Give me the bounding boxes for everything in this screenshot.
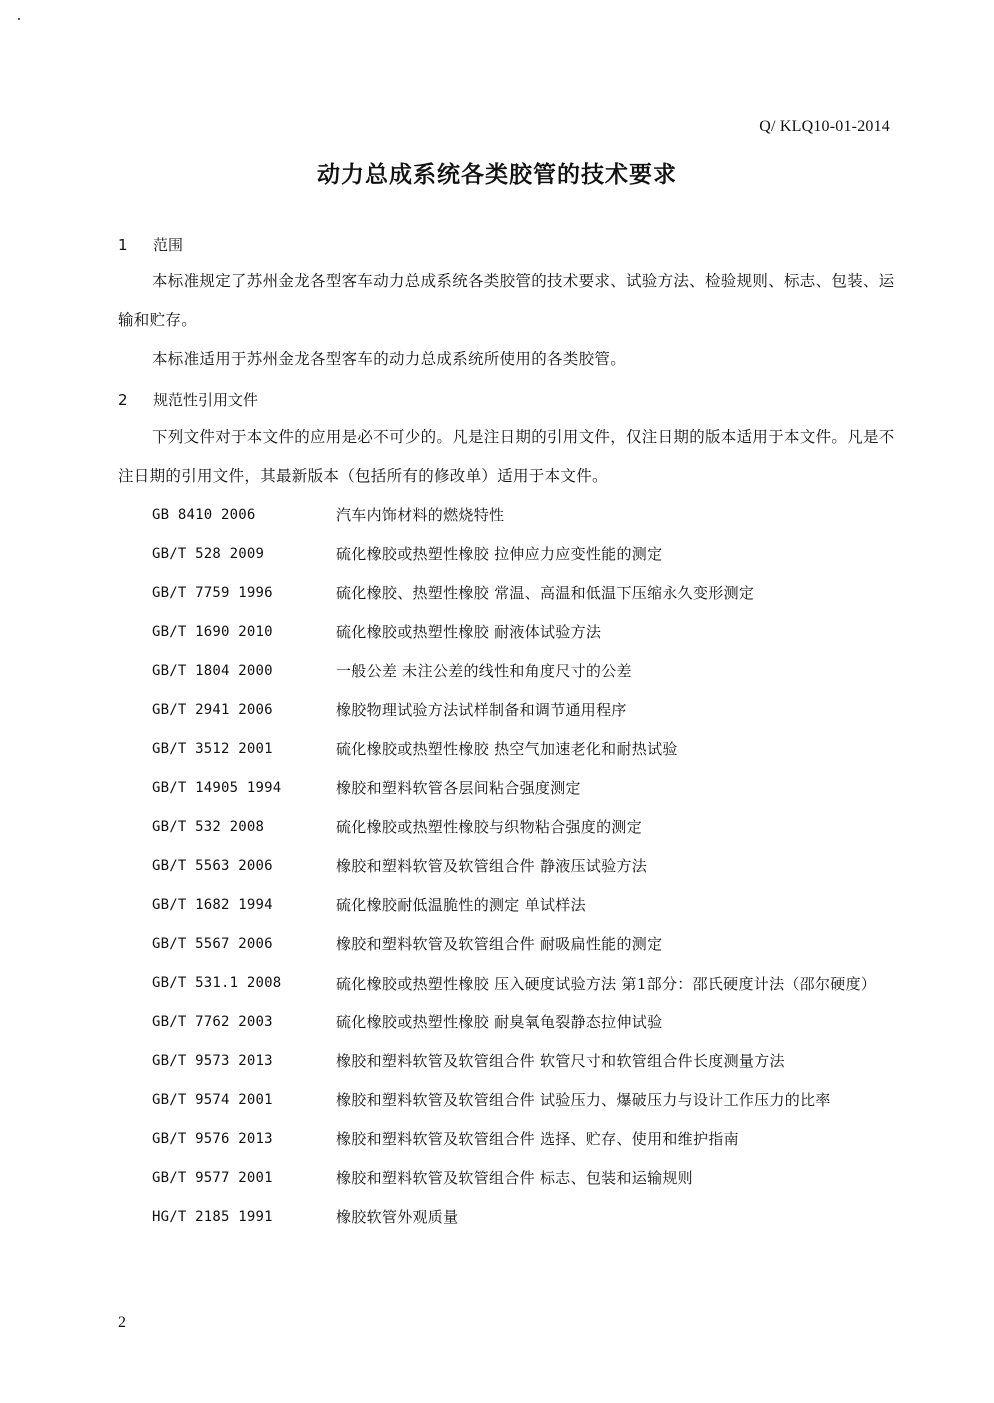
reference-code: GB/T 7762 2003 [152, 1014, 273, 1030]
reference-title: 橡胶和塑料软管及软管组合件 标志、包装和运输规则 [336, 1169, 693, 1187]
reference-title: 硫化橡胶或热塑性橡胶 拉伸应力应变性能的测定 [336, 545, 663, 563]
reference-title: 硫化橡胶或热塑性橡胶 耐臭氧龟裂静态拉伸试验 [336, 1013, 663, 1031]
scope-paragraph-2: 本标准适用于苏州金龙各型客车的动力总成系统所使用的各类胶管。 [152, 350, 627, 368]
scope-paragraph-1: 本标准规定了苏州金龙各型客车动力总成系统各类胶管的技术要求、试验方法、检验规则、标志、包装、运输和贮存。 [118, 272, 895, 329]
reference-code: GB 8410 2006 [152, 507, 256, 523]
reference-title: 橡胶和塑料软管及软管组合件 耐吸扁性能的测定 [336, 935, 663, 953]
reference-title: 硫化橡胶、热塑性橡胶 常温、高温和低温下压缩永久变形测定 [336, 584, 755, 602]
reference-code: GB/T 14905 1994 [152, 780, 282, 796]
reference-item [152, 849, 912, 888]
reference-item [152, 810, 912, 849]
reference-title: 橡胶和塑料软管及软管组合件 选择、贮存、使用和维护指南 [336, 1130, 739, 1148]
reference-item [152, 966, 912, 1005]
reference-title: 橡胶和塑料软管及软管组合件 软管尺寸和软管组合件长度测量方法 [336, 1052, 785, 1070]
reference-item [152, 1200, 912, 1239]
reference-item [152, 1122, 912, 1161]
reference-title: 橡胶物理试验方法试样制备和调节通用程序 [336, 701, 627, 719]
section-number: 1 [118, 236, 128, 254]
reference-title: 硫化橡胶或热塑性橡胶 耐液体试验方法 [336, 623, 602, 641]
reference-code: GB/T 528 2009 [152, 546, 265, 562]
reference-item [152, 576, 912, 615]
reference-item [152, 927, 912, 966]
reference-title: 一般公差 未注公差的线性和角度尺寸的公差 [336, 662, 632, 680]
reference-item [152, 1083, 912, 1122]
reference-code: GB/T 5567 2006 [152, 936, 273, 952]
page-number: 2 [118, 1314, 126, 1331]
reference-item [152, 1005, 912, 1044]
reference-code: GB/T 532 2008 [152, 819, 265, 835]
reference-title: 橡胶和塑料软管及软管组合件 静液压试验方法 [336, 857, 648, 875]
reference-code: GB/T 1690 2010 [152, 624, 273, 640]
reference-code: GB/T 7759 1996 [152, 585, 273, 601]
reference-code: GB/T 531.1 2008 [152, 975, 282, 991]
reference-item [152, 1044, 912, 1083]
section-heading-normative-references [118, 389, 258, 410]
reference-code: GB/T 9574 2001 [152, 1092, 273, 1108]
reference-code: GB/T 9576 2013 [152, 1131, 273, 1147]
reference-item [152, 1161, 912, 1200]
section-title: 范围 [153, 236, 184, 254]
reference-title: 橡胶和塑料软管及软管组合件 试验压力、爆破压力与设计工作压力的比率 [336, 1091, 831, 1109]
reference-code: HG/T 2185 1991 [152, 1209, 273, 1225]
reference-item [152, 537, 912, 576]
reference-item [152, 888, 912, 927]
reference-code: GB/T 5563 2006 [152, 858, 273, 874]
scan-mark [18, 18, 20, 20]
section-heading-scope [118, 234, 183, 255]
reference-title: 硫化橡胶或热塑性橡胶 压入硬度试验方法 第1部分：邵氏硬度计法（邵尔硬度） [336, 975, 877, 993]
document-code: Q/ KLQ10-01-2014 [759, 118, 890, 135]
section-number: 2 [118, 391, 128, 409]
reference-code: GB/T 1804 2000 [152, 663, 273, 679]
reference-title: 汽车内饰材料的燃烧特性 [336, 506, 505, 524]
reference-list [152, 498, 912, 1239]
reference-title: 硫化橡胶或热塑性橡胶与织物粘合强度的测定 [336, 818, 643, 836]
reference-code: GB/T 2941 2006 [152, 702, 273, 718]
reference-title: 硫化橡胶耐低温脆性的测定 单试样法 [336, 896, 586, 914]
reference-code: GB/T 1682 1994 [152, 897, 273, 913]
reference-code: GB/T 9573 2013 [152, 1053, 273, 1069]
reference-code: GB/T 9577 2001 [152, 1170, 273, 1186]
page-title: 动力总成系统各类胶管的技术要求 [317, 162, 677, 188]
references-intro-paragraph: 下列文件对于本文件的应用是必不可少的。凡是注日期的引用文件，仅注日期的版本适用于本文件。凡是不注日期的引用文件，其最新版本（包括所有的修改单）适用于本文件。 [118, 428, 895, 485]
reference-code: GB/T 3512 2001 [152, 741, 273, 757]
reference-item [152, 771, 912, 810]
reference-item [152, 615, 912, 654]
reference-title: 橡胶软管外观质量 [336, 1208, 459, 1226]
reference-item [152, 654, 912, 693]
reference-title: 橡胶和塑料软管各层间粘合强度测定 [336, 779, 581, 797]
reference-title: 硫化橡胶或热塑性橡胶 热空气加速老化和耐热试验 [336, 740, 678, 758]
reference-item [152, 693, 912, 732]
reference-item [152, 732, 912, 771]
section-title: 规范性引用文件 [153, 391, 259, 409]
reference-item [152, 498, 912, 537]
